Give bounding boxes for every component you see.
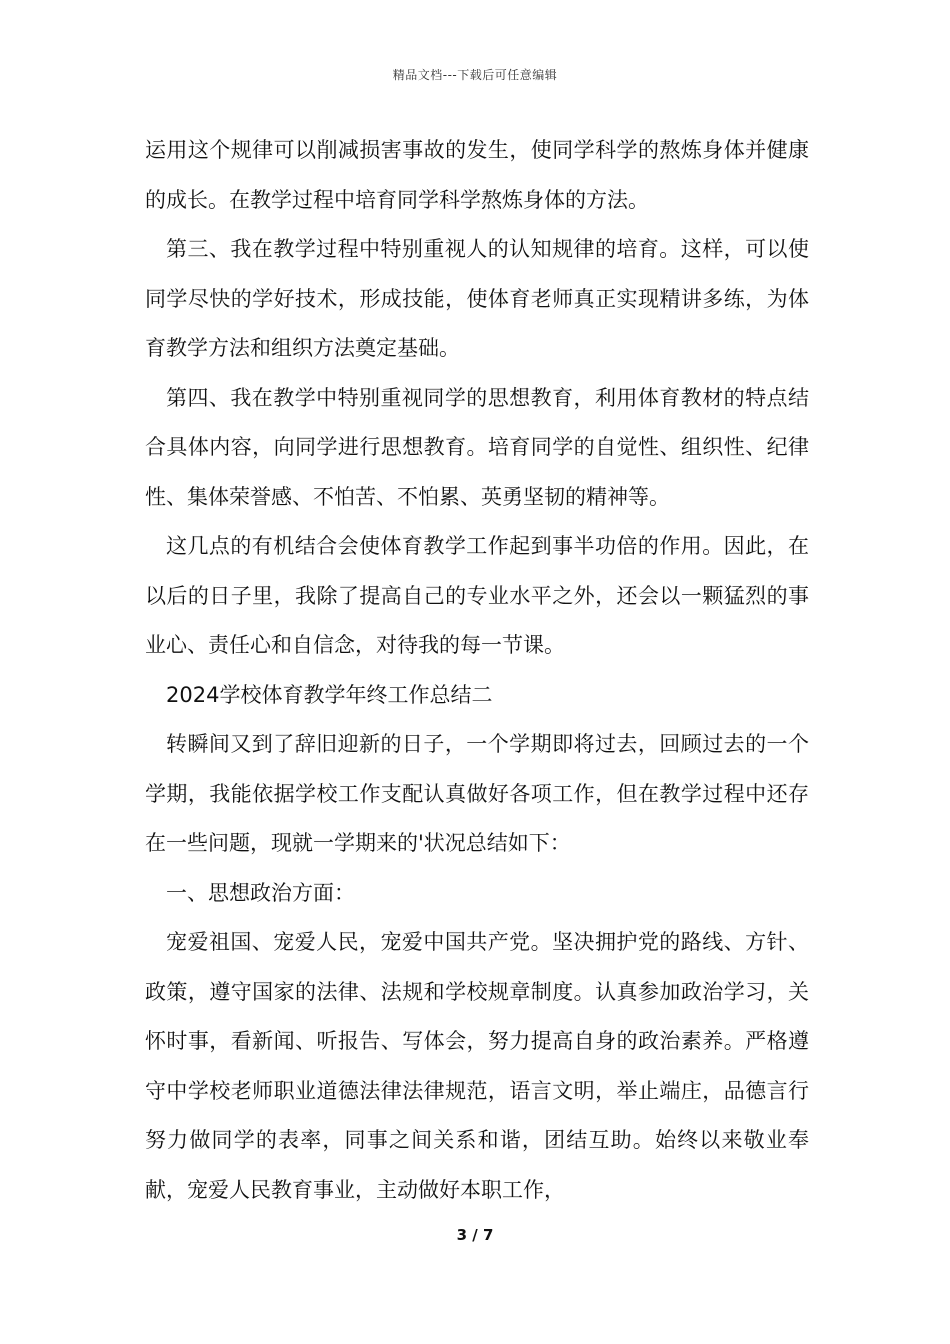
section-heading: 2024学校体育教学年终工作总结二 xyxy=(166,682,493,707)
page-number: 3 / 7 xyxy=(456,1226,494,1244)
paragraph-4: 这几点的有机结合会使体育教学工作起到事半功倍的作用。因此，在以后的日子里，我除了提高自己的专业水平之外，还会以一颗猛烈的事业心、责任心和自信念，对待我的每一节课。 xyxy=(145,534,809,657)
paragraph-1: 运用这个规律可以削减损害事故的发生，使同学科学的熬炼身体并健康的成长。在教学过程中培育同学科学熬炼身体的方法。 xyxy=(145,138,809,212)
paragraph-3: 第四、我在教学中特别重视同学的思想教育，利用体育教材的特点结合具体内容，向同学进行思想教育。培育同学的自觉性、组织性、纪律性、集体荣誉感、不怕苦、不怕累、英勇坚韧的精神等。 xyxy=(145,385,809,509)
subsection-heading: 一、思想政治方面： xyxy=(166,880,355,905)
paragraph-6: 宠爱祖国、宠爱人民，宠爱中国共产党。坚决拥护党的路线、方针、政策，遵守国家的法律、法规和学校规章制度。认真参加政治学习，关怀时事，看新闻、听报告、写体会，努力提高自身的政治素养。严格遵守中学校老师职业道德法律法律规范，语言文明，举止端庄，品德言行努力做同学的表率，同事之间关系和谐，团结互助。始终以来敬业奉献，宠爱人民教育事业，主动做好本职工作， xyxy=(145,930,809,1202)
paragraph-5: 转瞬间又到了辞旧迎新的日子，一个学期即将过去，回顾过去的一个学期，我能依据学校工作支配认真做好各项工作，但在教学过程中还存在一些问题，现就一学期来的'状况总结如下： xyxy=(145,732,809,855)
paragraph-2: 第三、我在教学过程中特别重视人的认知规律的培育。这样，可以使同学尽快的学好技术，形成技能，使体育老师真正实现精讲多练，为体育教学方法和组织方法奠定基础。 xyxy=(145,237,809,360)
document-body xyxy=(145,126,809,1215)
document-header: 精品文档---下载后可任意编辑 xyxy=(392,68,558,82)
